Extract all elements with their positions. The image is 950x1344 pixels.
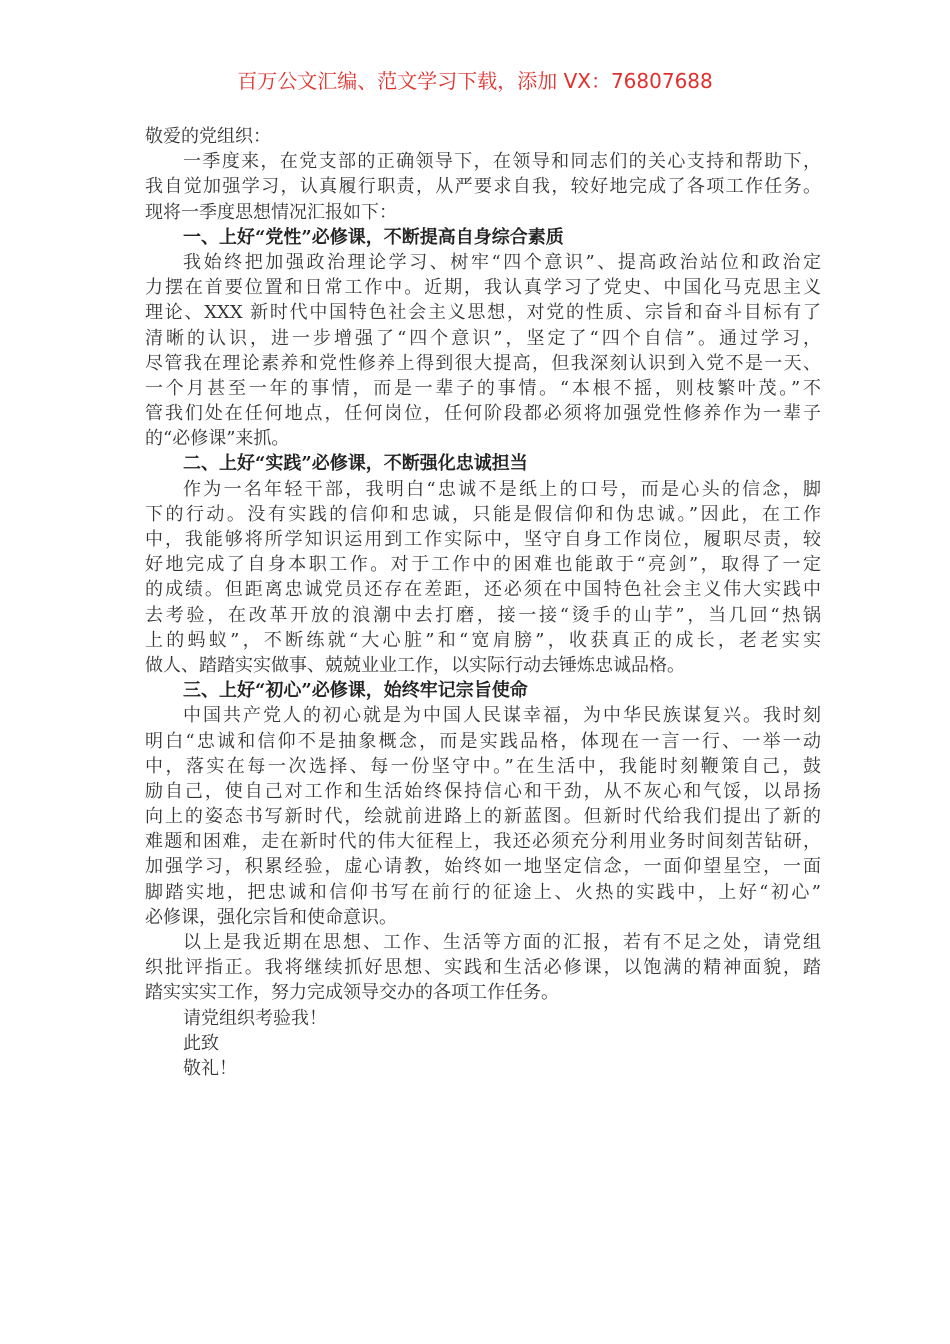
section-heading-2: 二、上好“实践”必修课，不断强化忠诚担当 xyxy=(183,453,528,475)
text-line: 必修课，强化宗旨和使命意识。 xyxy=(145,906,397,928)
document-body xyxy=(145,124,821,1081)
text-line: 向上的姿态书写新时代，绘就前进路上的新蓝图。但新时代给我们提出了新的 xyxy=(145,806,821,828)
section-heading-1: 一、上好“党性”必修课，不断提高自身综合素质 xyxy=(183,226,564,248)
text-line: 一季度来，在党支部的正确领导下，在领导和同志们的关心支持和帮助下， xyxy=(183,151,821,173)
watermark-banner: 百万公文汇编、范文学习下载，添加 VX：76807688 xyxy=(237,69,713,93)
text-line: 做人、踏踏实实做事、兢兢业业工作，以实际行动去锤炼忠诚品格。 xyxy=(145,654,685,676)
summary-paragraph xyxy=(145,930,821,1006)
text-line: 好地完成了自身本职工作。对于工作中的困难也能敢于“亮剑”，取得了一定 xyxy=(145,554,821,576)
text-line: 一个月甚至一年的事情，而是一辈子的事情。“本根不摇，则枝繁叶茂。”不 xyxy=(145,377,821,399)
section-2-paragraph xyxy=(145,477,821,679)
section-1-paragraph xyxy=(145,250,821,452)
text-line: 力摆在首要位置和日常工作中。近期，我认真学习了党史、中国化马克思主义 xyxy=(145,277,821,299)
text-line: 难题和困难，走在新时代的伟大征程上，我还必须充分利用业务时间刻苦钻研， xyxy=(145,831,821,853)
text-line: 织批评指正。我将继续抓好思想、实践和生活必修课，以饱满的精神面貌，踏 xyxy=(145,957,821,979)
text-line: 我自觉加强学习，认真履行职责，从严要求自我，较好地完成了各项工作任务。 xyxy=(145,176,821,198)
text-line: 励自己，使自己对工作和生活始终保持信心和干劲，从不灰心和气馁，以昂扬 xyxy=(145,780,821,802)
text-line: 作为一名年轻干部，我明白“忠诚不是纸上的口号，而是心头的信念，脚 xyxy=(183,478,821,500)
text-line: 以上是我近期在思想、工作、生活等方面的汇报，若有不足之处，请党组 xyxy=(183,932,821,953)
section-heading-3: 三、上好“初心”必修课，始终牢记宗旨使命 xyxy=(183,680,528,702)
text-line: 明白“忠诚和信仰不是抽象概念，而是实践品格，体现在一言一行、一举一动 xyxy=(145,730,821,752)
closing-request: 请党组织考验我！ xyxy=(183,1007,327,1029)
text-line: 踏实实实工作，努力完成领导交办的各项工作任务。 xyxy=(145,982,559,1004)
text-line: 下的行动。没有实践的信仰和忠诚，只能是假信仰和伪忠诚。”因此，在工作 xyxy=(145,503,821,525)
text-line: 中，我能够将所学知识运用到工作实际中，坚守自身工作岗位，履职尽责，较 xyxy=(145,529,821,550)
closing-jingli: 敬礼！ xyxy=(183,1057,237,1079)
text-line: 的成绩。但距离忠诚党员还存在差距，还必须在中国特色社会主义伟大实践中 xyxy=(145,579,821,601)
intro-paragraph xyxy=(145,149,821,225)
text-line: 管我们处在任何地点，任何岗位，任何阶段都必须将加强党性修养作为一辈子 xyxy=(145,403,821,425)
text-line: 清晰的认识，进一步增强了“四个意识”，坚定了“四个自信”。通过学习， xyxy=(145,327,821,349)
text-line: 加强学习，积累经验，虚心请教，始终如一地坚定信念，一面仰望星空，一面 xyxy=(145,856,821,878)
text-line: 我始终把加强政治理论学习、树牢“四个意识”、提高政治站位和政治定 xyxy=(183,251,821,273)
text-line: 上的蚂蚁”，不断练就“大心脏”和“宽肩膀”，收获真正的成长，老老实实 xyxy=(145,629,821,651)
text-line: 去考验，在改革开放的浪潮中去打磨，接一接“烫手的山芋”，当几回“热锅 xyxy=(145,604,821,626)
section-3-paragraph xyxy=(145,703,821,930)
text-line: 脚踏实地，把忠诚和信仰书写在前行的征途上、火热的实践中，上好“初心” xyxy=(145,881,821,903)
text-line: 现将一季度思想情况汇报如下： xyxy=(145,201,397,223)
text-line: 的“必修课”来抓。 xyxy=(145,428,290,450)
closing-cizhi: 此致 xyxy=(183,1032,219,1054)
text-line: 理论、XXX 新时代中国特色社会主义思想，对党的性质、宗旨和奋斗目标有了 xyxy=(145,302,821,324)
text-line: 中国共产党人的初心就是为中国人民谋幸福，为中华民族谋复兴。我时刻 xyxy=(183,705,821,727)
text-line: 中，落实在每一次选择、每一份坚守中。”在生活中，我能时刻鞭策自己，鼓 xyxy=(145,755,821,777)
salutation: 敬爱的党组织： xyxy=(145,126,271,147)
text-line: 尽管我在理论素养和党性修养上得到很大提高，但我深刻认识到入党不是一天、 xyxy=(145,352,821,374)
